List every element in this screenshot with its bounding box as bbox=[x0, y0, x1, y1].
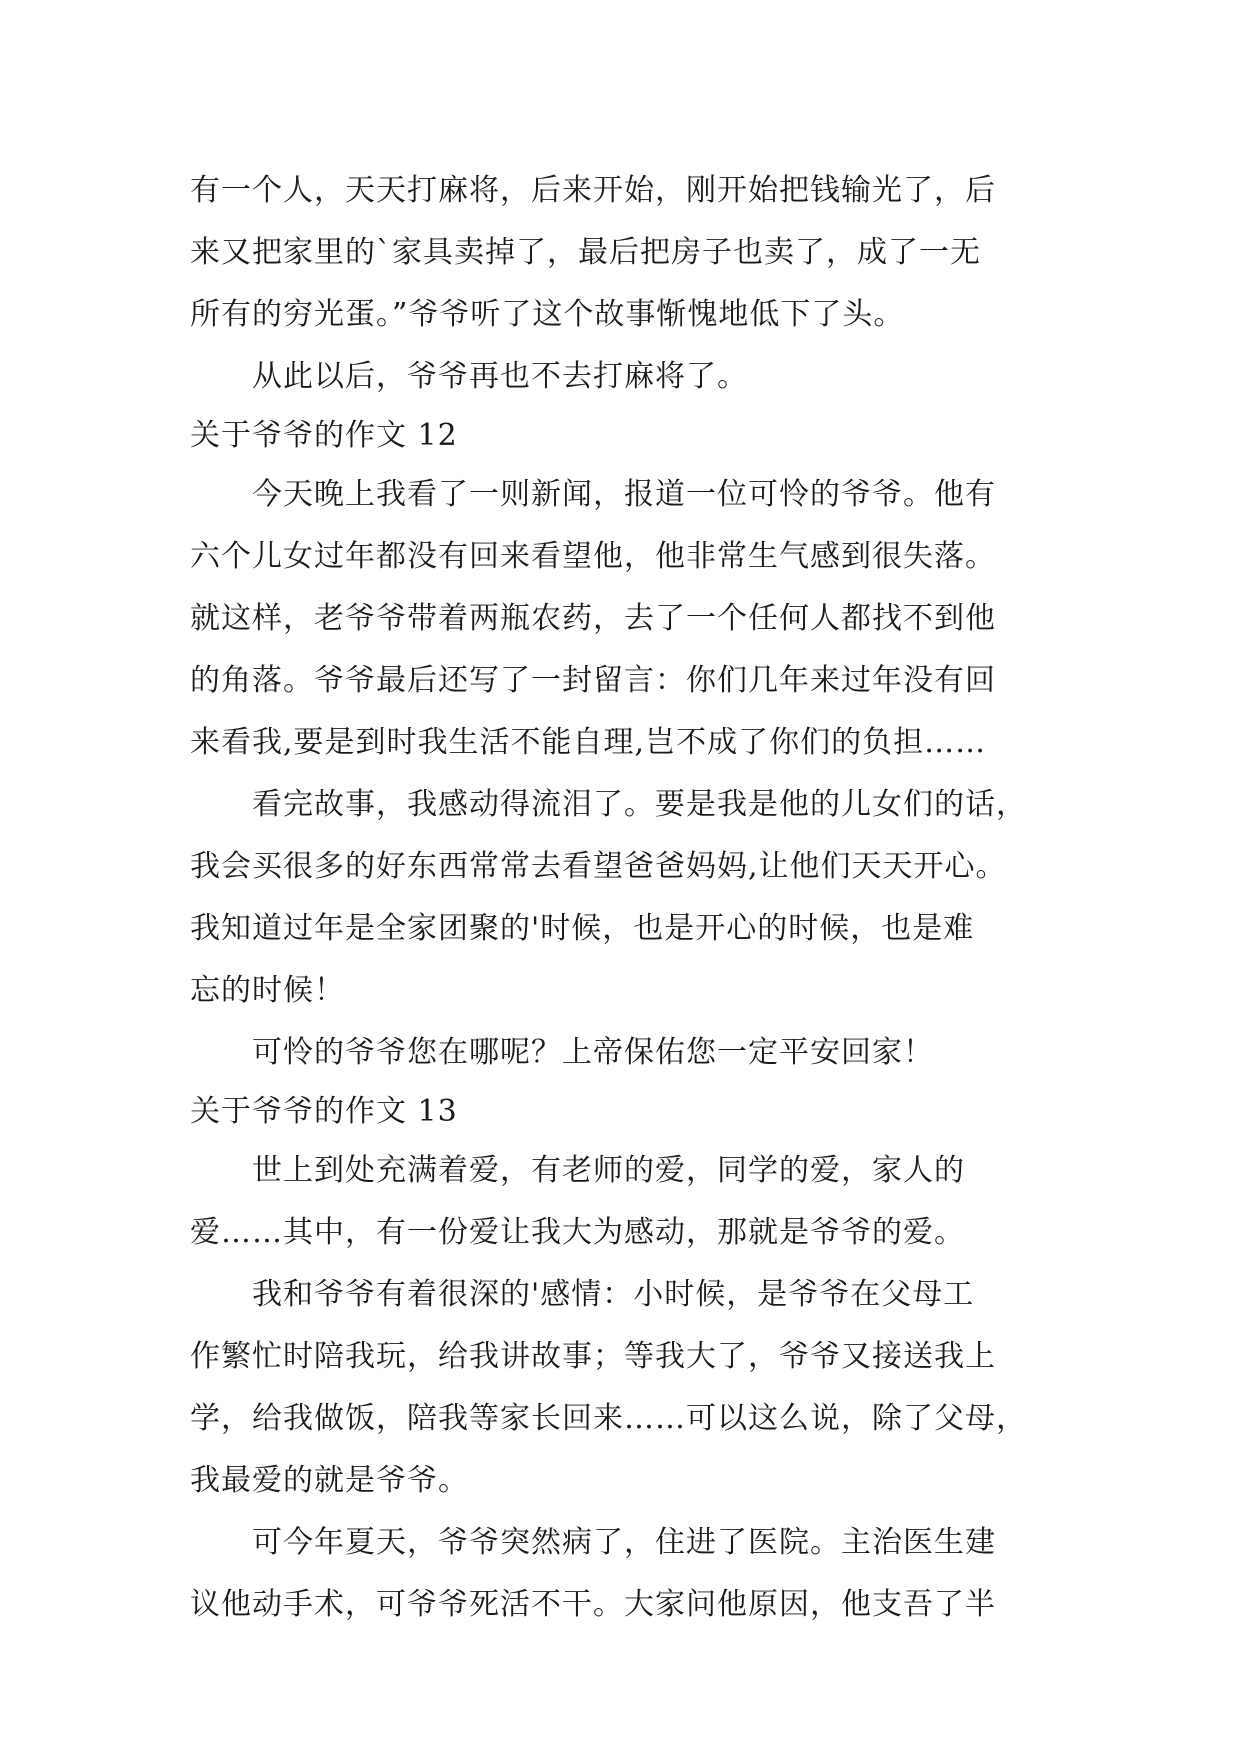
text-line: 我会买很多的好东西常常去看望爸爸妈妈,让他们天天开心。 bbox=[190, 849, 1007, 884]
section-heading: 关于爷爷的作文 12 bbox=[190, 418, 458, 453]
text-line: 议他动手术，可爷爷死活不干。大家问他原因，他支吾了半 bbox=[190, 1587, 996, 1622]
text-line: 所有的穷光蛋。”爷爷听了这个故事惭愧地低下了头。 bbox=[190, 297, 905, 332]
text-line: 作繁忙时陪我玩，给我讲故事；等我大了，爷爷又接送我上 bbox=[190, 1339, 996, 1374]
paragraph-line: 可怜的爷爷您在哪呢？上帝保佑您一定平安回家！ bbox=[252, 1035, 934, 1070]
paragraph-line: 世上到处充满着爱，有老师的爱，同学的爱，家人的 bbox=[252, 1153, 965, 1188]
section-heading: 关于爷爷的作文 13 bbox=[190, 1094, 458, 1129]
text-line: 六个儿女过年都没有回来看望他，他非常生气感到很失落。 bbox=[190, 539, 996, 574]
text-line: 就这样，老爷爷带着两瓶农药，去了一个任何人都找不到他 bbox=[190, 601, 996, 636]
document-body bbox=[190, 160, 1060, 1636]
text-line: 忘的时候！ bbox=[190, 973, 345, 1008]
text-line: 来又把家里的`家具卖掉了，最后把房子也卖了，成了一无 bbox=[190, 235, 981, 270]
text-line: 有一个人，天天打麻将，后来开始，刚开始把钱输光了，后 bbox=[190, 173, 996, 208]
text-line: 的角落。爷爷最后还写了一封留言：你们几年来过年没有回 bbox=[190, 663, 996, 698]
text-line: 爱……其中，有一份爱让我大为感动，那就是爷爷的爱。 bbox=[190, 1215, 965, 1250]
text-line: 学，给我做饭，陪我等家长回来……可以这么说，除了父母， bbox=[190, 1401, 1027, 1436]
paragraph-line: 从此以后，爷爷再也不去打麻将了。 bbox=[252, 359, 748, 394]
text-line: 我知道过年是全家团聚的'时候，也是开心的时候，也是难 bbox=[190, 911, 975, 946]
paragraph-line: 今天晚上我看了一则新闻，报道一位可怜的爷爷。他有 bbox=[252, 477, 996, 512]
paragraph-line: 可今年夏天，爷爷突然病了，住进了医院。主治医生建 bbox=[252, 1525, 996, 1560]
text-line: 我最爱的就是爷爷。 bbox=[190, 1463, 469, 1498]
paragraph-line: 看完故事，我感动得流泪了。要是我是他的儿女们的话， bbox=[252, 787, 1027, 822]
paragraph-line: 我和爷爷有着很深的'感情：小时候，是爷爷在父母工 bbox=[252, 1277, 975, 1312]
text-line: 来看我,要是到时我生活不能自理,岂不成了你们的负担…… bbox=[190, 725, 987, 760]
